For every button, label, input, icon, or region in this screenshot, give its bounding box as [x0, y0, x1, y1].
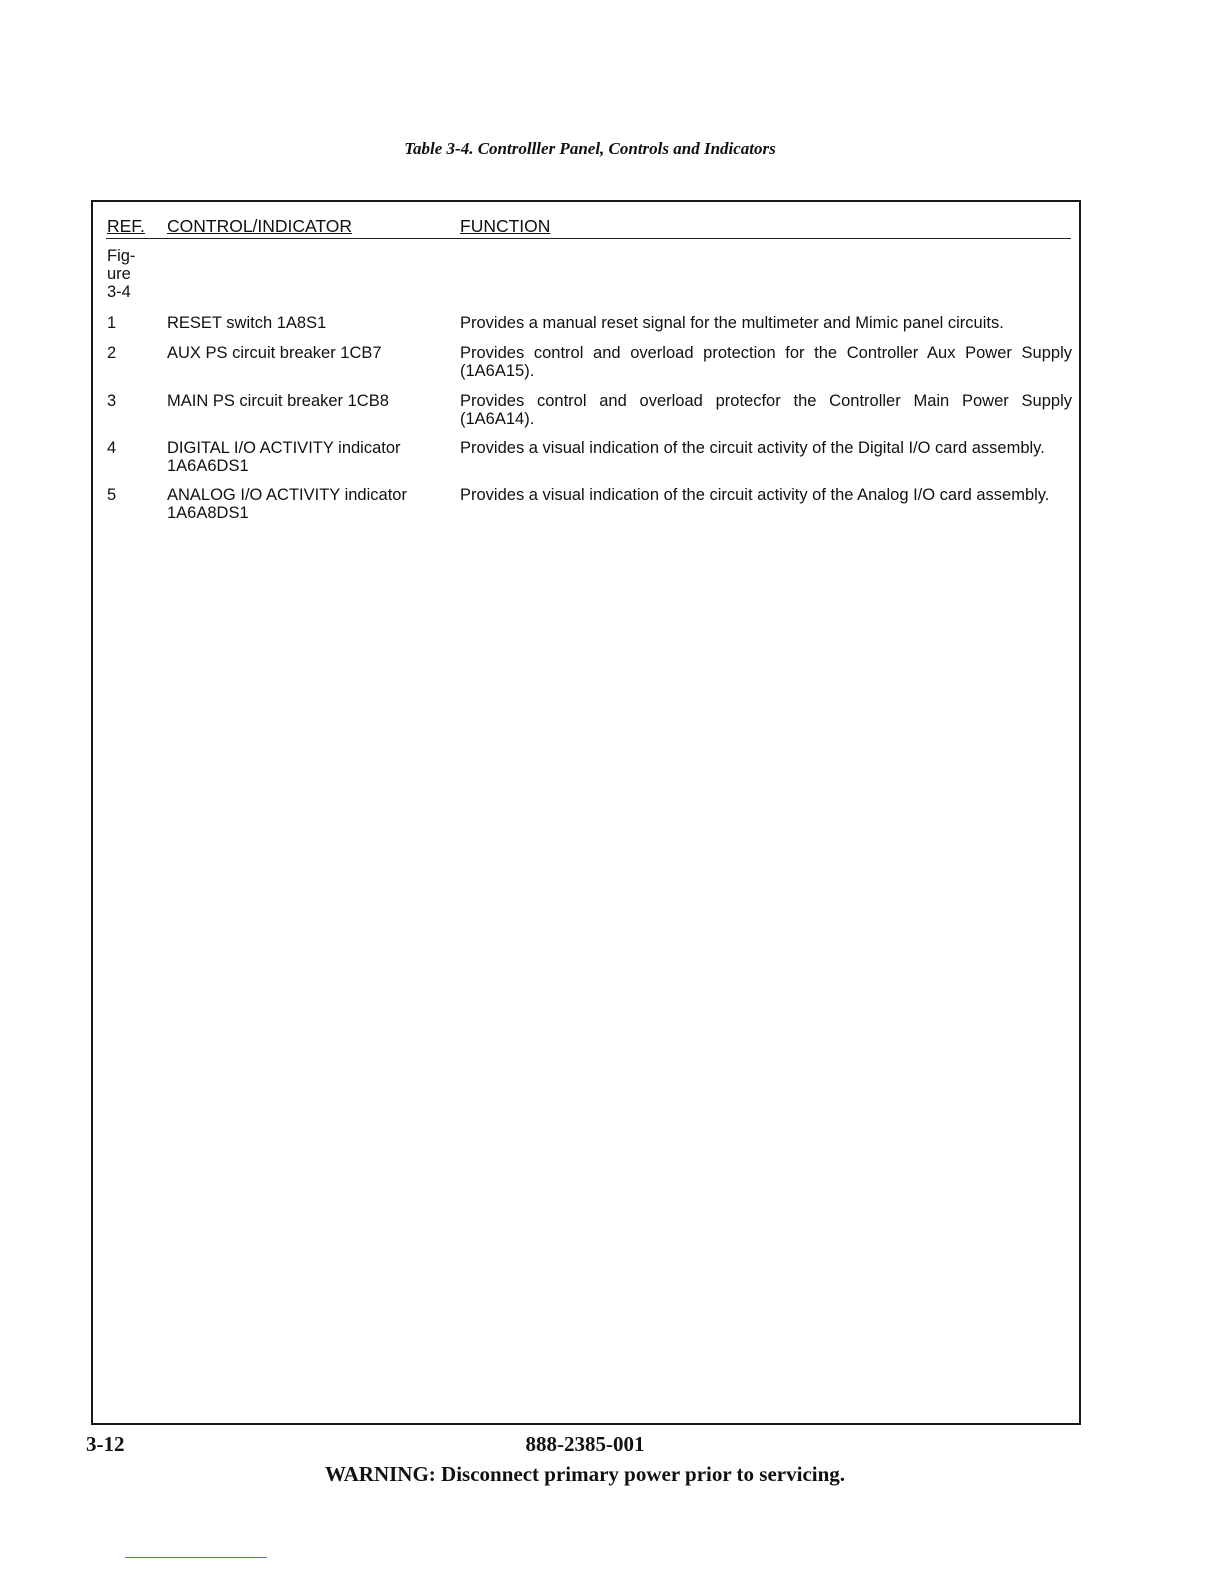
row-function: Provides a manual reset signal for the multimeter and Mimic panel circuits.: [460, 314, 1004, 332]
controls-table: [91, 200, 1081, 1425]
header-function: FUNCTION: [460, 216, 551, 236]
row-control: ANALOG I/O ACTIVITY indicator 1A6A8DS1: [167, 486, 407, 522]
document-number: 888-2385-001: [525, 1432, 645, 1456]
row-function: Provides a visual indication of the circuit activity of the Digital I/O card assembly.: [460, 439, 1045, 457]
page-number: 3-12: [86, 1432, 125, 1456]
table-header: [106, 214, 1071, 239]
figure-reference: Fig- ure 3-4: [107, 247, 136, 301]
header-control-indicator: CONTROL/INDICATOR: [167, 216, 353, 236]
row-ref: 3: [107, 392, 117, 410]
row-function: Provides control and overload protecfor the Controller Main Power Supply (1A6A14).: [460, 392, 1072, 428]
row-control: MAIN PS circuit breaker 1CB8: [167, 392, 389, 410]
row-ref: 2: [107, 344, 117, 362]
row-function: Provides a visual indication of the circuit activity of the Analog I/O card assembly.: [460, 486, 1050, 504]
row-ref: 5: [107, 486, 117, 504]
header-ref: REF.: [107, 216, 145, 236]
row-ref: 1: [107, 314, 117, 332]
row-control: DIGITAL I/O ACTIVITY indicator 1A6A6DS1: [167, 439, 401, 475]
row-function: Provides control and overload protection for the Controller Aux Power Supply (1A6A15).: [460, 344, 1072, 380]
bottom-rule: [125, 1557, 267, 1558]
table-caption: Table 3-4. Controlller Panel, Controls and Indicators: [404, 139, 776, 158]
row-ref: 4: [107, 439, 117, 457]
row-control: AUX PS circuit breaker 1CB7: [167, 344, 382, 362]
row-control: RESET switch 1A8S1: [167, 314, 327, 332]
warning-notice: WARNING: Disconnect primary power prior to servicing.: [324, 1462, 846, 1486]
